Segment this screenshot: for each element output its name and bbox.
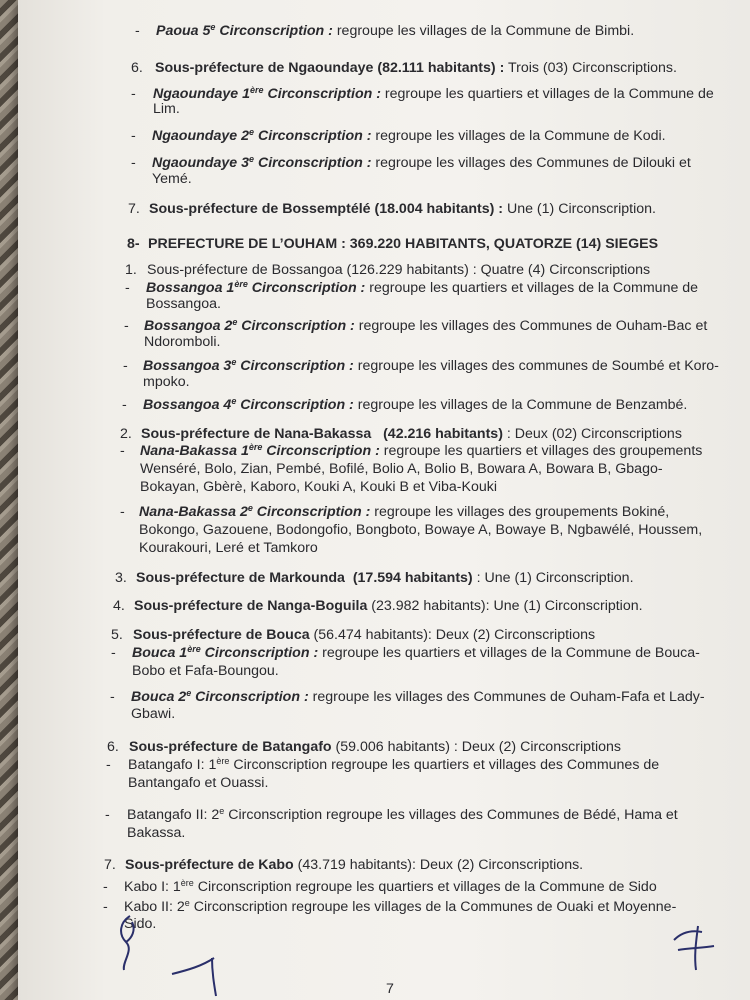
list-item: mpoko. <box>143 374 190 390</box>
list-item: Ndoromboli. <box>144 334 221 350</box>
list-number: 4. <box>113 598 125 614</box>
section-heading: Sous-préfecture de Bouca (56.474 habitants): Deux (2) Circonscriptions <box>133 627 596 643</box>
list-item: Bossangoa 2e Circonscription : regroupe les villages des Communes de Ouham-Bac et <box>144 317 708 334</box>
list-item: Kabo II: 2e Circonscription regroupe les villages de la Communes de Ouaki et Moyenne- <box>124 898 677 915</box>
list-item: Ngaoundaye 2e Circonscription : regroupe les villages de la Commune de Kodi. <box>152 127 666 144</box>
list-item: Batangafo I: 1ère Circonscription regroupe les quartiers et villages des Communes de <box>128 756 660 773</box>
list-number: 3. <box>115 570 127 586</box>
list-number: 2. <box>120 426 132 442</box>
section-heading: Sous-préfecture de Bossemptélé (18.004 habitants) : Une (1) Circonscription. <box>149 201 656 217</box>
list-item: Bokongo, Gazouene, Bodongofio, Bongboto, Bowaye A, Bowaye B, Ngbawélé, Houssem, <box>139 522 703 538</box>
list-number: 6. <box>131 60 143 76</box>
list-item: Bossangoa 3e Circonscription : regroupe les villages des communes de Soumbé et Koro- <box>143 357 719 374</box>
document-page <box>18 0 750 1000</box>
list-item: Batangafo II: 2e Circonscription regroupe les villages des Communes de Bédé, Hama et <box>127 806 678 823</box>
list-item: - <box>124 318 129 334</box>
list-item: Bossangoa. <box>146 296 221 312</box>
list-item: - <box>131 128 136 144</box>
list-item: Bouca 1ère Circonscription : regroupe les quartiers et villages de la Commune de Bouca- <box>132 644 700 661</box>
list-item: Lim. <box>153 101 180 117</box>
list-item: - <box>123 358 128 374</box>
list-item: Nana-Bakassa 1ère Circonscription : regroupe les quartiers et villages des groupements <box>140 442 703 459</box>
list-item: Bossangoa 4e Circonscription : regroupe les villages de la Commune de Benzambé. <box>143 396 688 413</box>
list-number: 1. <box>125 262 137 278</box>
section-heading: Sous-préfecture de Batangafo (59.006 habitants) : Deux (2) Circonscriptions <box>129 739 622 755</box>
document-text <box>18 0 750 1000</box>
handwritten-initial-mark <box>668 922 720 972</box>
list-item: - <box>122 397 127 413</box>
list-item: - <box>120 443 125 459</box>
list-item: Bakassa. <box>127 825 186 841</box>
section-heading: Sous-préfecture de Bossangoa (126.229 habitants) : Quatre (4) Circonscriptions <box>147 262 651 278</box>
section-heading: Sous-préfecture de Nanga-Boguila (23.982 habitants): Une (1) Circonscription. <box>134 598 643 614</box>
list-item: - <box>131 155 136 171</box>
handwritten-signature-mark <box>168 952 238 998</box>
list-item: Wenséré, Bolo, Zian, Pembé, Bofilé, Bolio A, Bolio B, Bowara A, Bowara B, Gbago- <box>140 461 663 477</box>
list-item: - <box>131 86 136 102</box>
list-item: Bouca 2e Circonscription : regroupe les villages des Communes de Ouham-Fafa et Lady- <box>131 688 705 705</box>
section-heading: Sous-préfecture de Ngaoundaye (82.111 habitants) : Trois (03) Circonscriptions. <box>155 60 677 76</box>
list-item: - <box>110 689 115 705</box>
prefecture-heading: PREFECTURE DE L’OUHAM : 369.220 HABITANTS, QUATORZE (14) SIEGES <box>148 236 659 252</box>
section-heading: Sous-préfecture de Kabo (43.719 habitants): Deux (2) Circonscriptions. <box>125 857 584 873</box>
list-item: Ngaoundaye 1ère Circonscription : regroupe les quartiers et villages de la Commune de <box>153 85 714 102</box>
handwritten-initial-mark <box>110 912 148 974</box>
list-item: Yemé. <box>152 171 192 187</box>
list-item: Sido. <box>124 916 157 932</box>
list-number: 7. <box>128 201 140 217</box>
section-heading: Sous-préfecture de Nana-Bakassa (42.216 habitants) : Deux (02) Circonscriptions <box>141 426 682 442</box>
list-item: Bantangafo et Ouassi. <box>128 775 269 791</box>
list-item: Kabo I: 1ère Circonscription regroupe les quartiers et villages de la Commune de Sido <box>124 878 657 895</box>
list-item: Kourakouri, Leré et Tamkoro <box>139 540 318 556</box>
list-item: Paoua 5e Circonscription : regroupe les villages de la Commune de Bimbi. <box>156 22 635 39</box>
list-number: 5. <box>111 627 123 643</box>
list-item: - <box>135 23 140 39</box>
page-number: 7 <box>386 981 394 997</box>
list-item: Bokayan, Gbèrè, Kaboro, Kouki A, Kouki B et Viba-Kouki <box>140 479 498 495</box>
list-item: - <box>103 879 108 895</box>
list-item: Nana-Bakassa 2e Circonscription : regroupe les villages des groupements Bokiné, <box>139 503 670 520</box>
section-heading: Sous-préfecture de Markounda (17.594 habitants) : Une (1) Circonscription. <box>136 570 634 586</box>
list-number: 7. <box>104 857 116 873</box>
list-number: 8- <box>127 236 140 252</box>
list-item: Bossangoa 1ère Circonscription : regroupe les quartiers et villages de la Commune de <box>146 279 699 296</box>
list-item: Gbawi. <box>131 706 176 722</box>
list-number: 6. <box>107 739 119 755</box>
list-item: - <box>103 899 108 915</box>
list-item: - <box>125 280 130 296</box>
list-item: - <box>106 757 111 773</box>
list-item: Bobo et Fafa-Boungou. <box>132 663 279 679</box>
list-item: - <box>120 504 125 520</box>
list-item: - <box>111 645 116 661</box>
list-item: Ngaoundaye 3e Circonscription : regroupe les villages des Communes de Dilouki et <box>152 154 691 171</box>
list-item: - <box>105 807 110 823</box>
